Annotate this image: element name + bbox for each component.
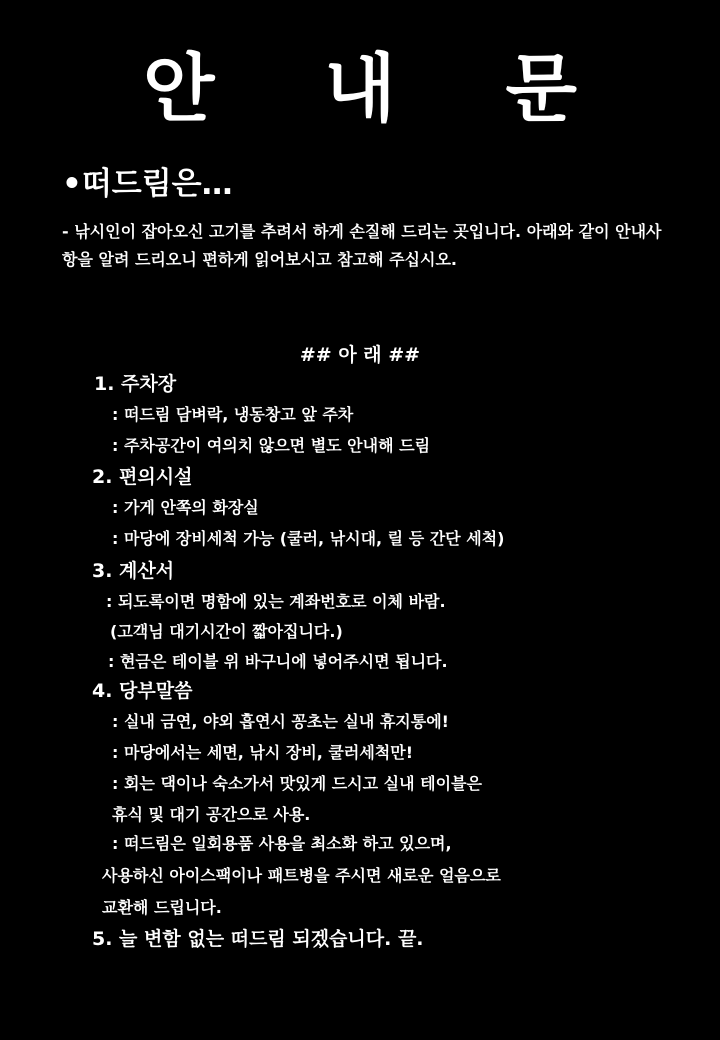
section-item-line: : 떠드림은 일회용품 사용을 최소화 하고 있으며, (112, 834, 452, 853)
section-item-line: : 현금은 테이블 위 바구니에 넣어주시면 됩니다. (108, 652, 448, 671)
section-item-line: : 마당에서는 세면, 낚시 장비, 쿨러세척만! (112, 743, 413, 762)
section-item-line: (고객님 대기시간이 짧아집니다.) (110, 622, 343, 641)
section-item-line: : 회는 댁이나 숙소가서 맛있게 드시고 실내 테이블은 (112, 774, 482, 793)
section-item-heading: 5. 늘 변함 없는 떠드림 되겠습니다. 끝. (92, 928, 424, 950)
page-title: 안 내 문 (143, 46, 619, 132)
intro-paragraph: - 낚시인이 잡아오신 고기를 추려서 하게 손질해 드리는 곳입니다. 아래와 같이 안내사항을 알려 드리오니 편하게 읽어보시고 참고해 주십시오. (62, 222, 662, 269)
section-heading: ## 아 래 ## (299, 344, 421, 366)
section-item-heading: 3. 계산서 (92, 560, 175, 582)
section-item-line: : 마당에 장비세척 가능 (쿨러, 낚시대, 릴 등 간단 세척) (112, 529, 505, 548)
section-item-heading: 4. 당부말씀 (92, 680, 193, 702)
section-item-line: 교환해 드립니다. (102, 898, 222, 917)
section-item-line: : 실내 금연, 야외 흡연시 꽁초는 실내 휴지통에! (112, 712, 449, 731)
subheading: •떠드림은… (62, 166, 233, 202)
section-item-line: : 가게 안쪽의 화장실 (112, 498, 259, 517)
section-item-line: 사용하신 아이스팩이나 패트병을 주시면 새로운 얼음으로 (102, 866, 501, 885)
section-item-line: : 되도록이면 명함에 있는 계좌번호로 이체 바람. (106, 592, 446, 611)
section-item-line: 휴식 및 대기 공간으로 사용. (112, 805, 311, 824)
section-item-heading: 1. 주차장 (94, 373, 177, 395)
section-item-line: : 주차공간이 여의치 않으면 별도 안내해 드림 (112, 436, 431, 455)
section-item-heading: 2. 편의시설 (92, 466, 193, 488)
section-item-line: : 떠드림 담벼락, 냉동창고 앞 주차 (112, 405, 354, 424)
